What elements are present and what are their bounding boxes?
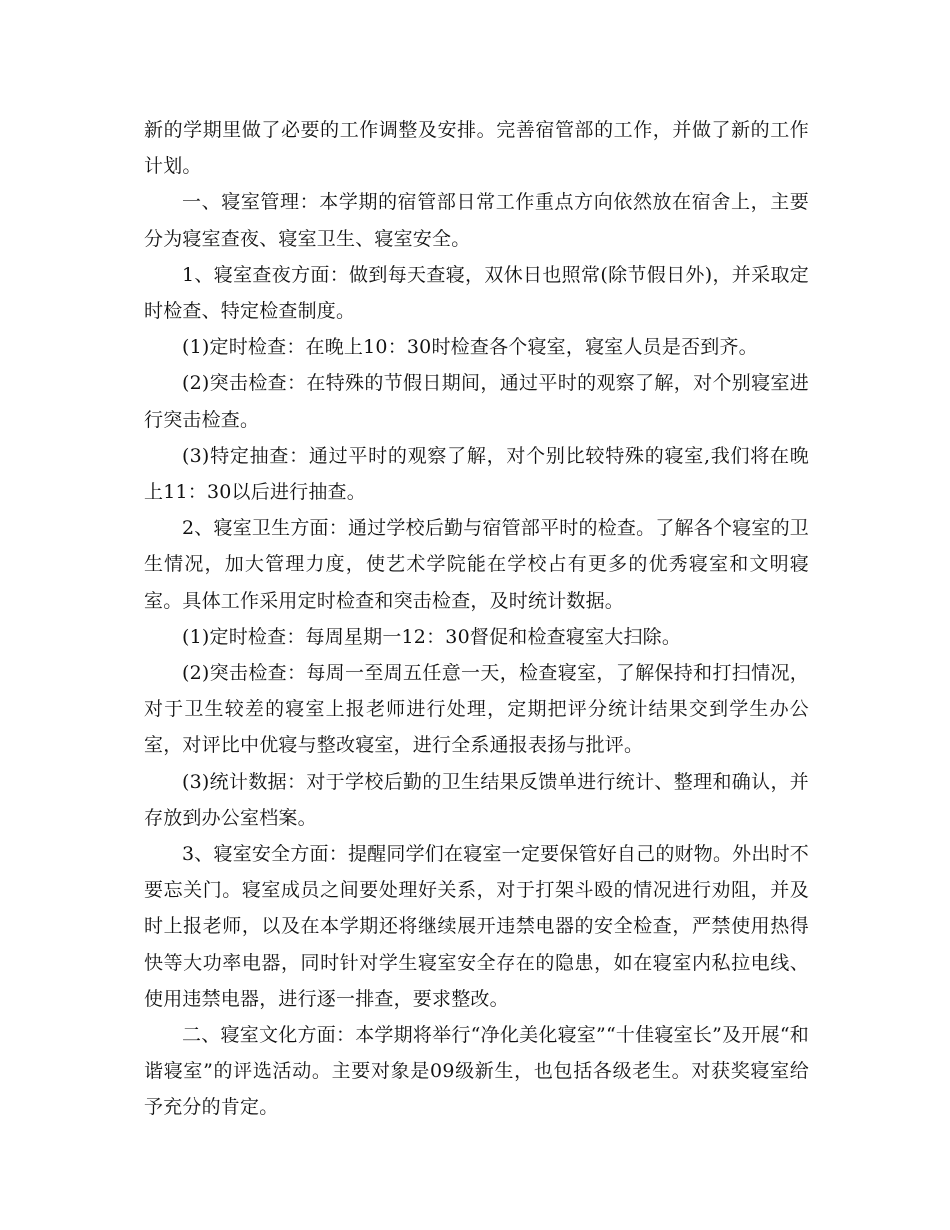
paragraph-hygiene: 2、寝室卫生方面：通过学校后勤与宿管部平时的检查。了解各个寝室的卫生情况，加大管理力度，使艺术学院能在学校占有更多的优秀寝室和文明寝室。具体工作采用定时检查和突击检查，及时统计数据。 — [144, 517, 809, 612]
paragraph-continuation: 新的学期里做了必要的工作调整及安排。完善宿管部的工作，并做了新的工作计划。 — [144, 119, 809, 178]
paragraph-dorm-culture: 二、寝室文化方面：本学期将举行“净化美化寝室”“十佳寝室长”及开展“和谐寝室”的评选活动。主要对象是09级新生，也包括各级老生。对获奖寝室给予充分的肯定。 — [144, 1024, 809, 1119]
paragraph-night-check: 1、寝室查夜方面：做到每天查寝，双休日也照常(除节假日外)，并采取定时检查、特定检查制度。 — [144, 263, 809, 323]
paragraph-spot-check: (3)特定抽查：通过平时的观察了解，对个别比较特殊的寝室,我们将在晚上11：30以后进行抽查。 — [144, 444, 809, 504]
paragraph-hygiene-surprise: (2)突击检查：每周一至周五任意一天，检查寝室，了解保持和打扫情况，对于卫生较差的寝室上报老师进行处理，定期把评分统计结果交到学生办公室，对评比中优寝与整改寝室，进行全系通报表扬与批评。 — [144, 662, 809, 757]
paragraph-safety: 3、寝室安全方面：提醒同学们在寝室一定要保管好自己的财物。外出时不要忘关门。寝室成员之间要处理好关系，对于打架斗殴的情况进行劝阻，并及时上报老师，以及在本学期还将继续展开违禁电器的安全检查，严禁使用热得快等大功率电器，同时针对学生寝室安全存在的隐患，如在寝室内私拉电线、使用违禁电器，进行逐一排查，要求整改。 — [144, 843, 809, 1010]
paragraph-dorm-management: 一、寝室管理：本学期的宿管部日常工作重点方向依然放在宿舍上，主要分为寝室查夜、寝室卫生、寝室安全。 — [144, 191, 809, 250]
document-body — [144, 112, 809, 1126]
paragraph-statistics: (3)统计数据：对于学校后勤的卫生结果反馈单进行统计、整理和确认，并存放到办公室档案。 — [144, 770, 809, 829]
paragraph-scheduled-check: (1)定时检查：在晚上10：30时检查各个寝室，寝室人员是否到齐。 — [182, 336, 758, 359]
paragraph-hygiene-scheduled: (1)定时检查：每周星期一12：30督促和检查寝室大扫除。 — [182, 625, 682, 648]
paragraph-surprise-check: (2)突击检查：在特殊的节假日期间，通过平时的观察了解，对个别寝室进行突击检查。 — [144, 372, 809, 431]
